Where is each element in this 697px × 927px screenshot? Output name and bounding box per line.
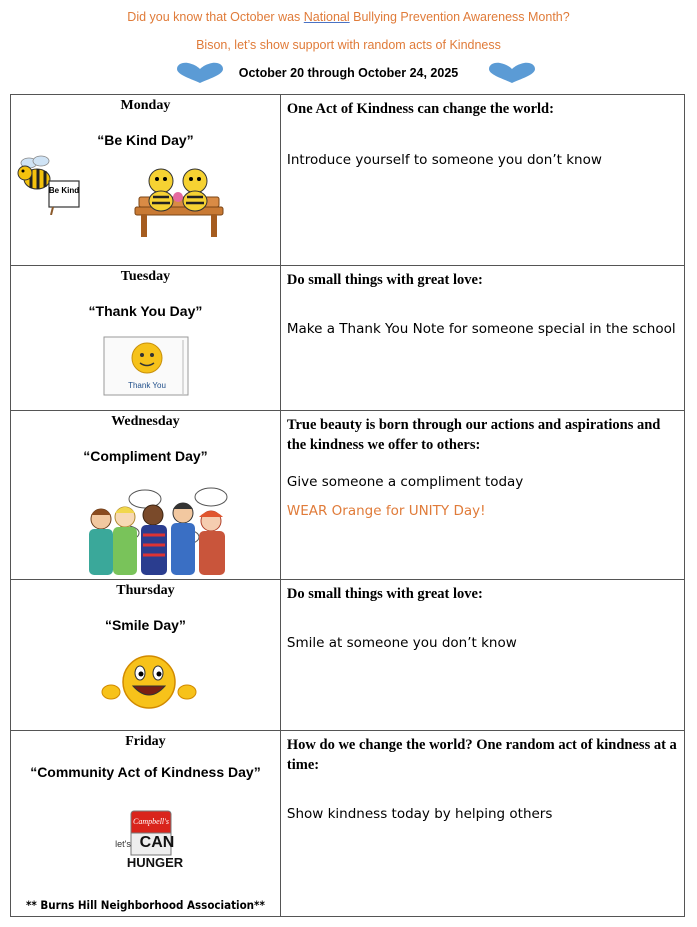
- day-theme: “Smile Day”: [104, 617, 186, 633]
- day-name: Monday: [120, 98, 171, 113]
- activity-cell-thursday: [280, 580, 684, 731]
- day-name: Thursday: [116, 583, 175, 598]
- header-text-b: Bullying Prevention Awareness Month?: [349, 10, 570, 24]
- kindness-week-table: [10, 94, 685, 917]
- smiley-face-icon: [99, 652, 199, 714]
- association-credit: ** Burns Hill Neighborhood Association**: [26, 898, 265, 912]
- activity-cell-tuesday: [280, 266, 684, 411]
- unity-day-note: WEAR Orange for UNITY Day!: [286, 503, 486, 519]
- kindness-quote: True beauty is born through our actions and aspirations and the kindness we offer to others:: [286, 417, 661, 453]
- kindness-quote: How do we change the world? One random act of kindness at a time:: [286, 737, 677, 773]
- kindness-task: Introduce yourself to someone you don’t know: [286, 152, 602, 168]
- hunger-text: HUNGER: [126, 855, 184, 870]
- thank-you-card-icon: [103, 336, 191, 398]
- bees-on-bench-icon: [129, 167, 229, 239]
- day-name: Friday: [125, 734, 166, 749]
- day-name: Tuesday: [120, 269, 171, 284]
- activity-cell-wednesday: [280, 411, 684, 580]
- friends-complimenting-icon: [83, 487, 233, 577]
- header-text-a: Did you know that October was: [127, 10, 304, 24]
- header-link-national[interactable]: National: [303, 10, 350, 24]
- bee-sign-icon: [15, 153, 85, 215]
- day-theme: “Thank You Day”: [88, 303, 203, 319]
- day-cell-thursday: [11, 580, 281, 731]
- day-name: Wednesday: [111, 414, 180, 429]
- kindness-quote: Do small things with great love:: [286, 272, 483, 288]
- day-cell-friday: [11, 731, 281, 917]
- day-cell-wednesday: [11, 411, 281, 580]
- kindness-quote: Do small things with great love:: [286, 586, 483, 602]
- table-row: [11, 411, 685, 580]
- kindness-task: Show kindness today by helping others: [286, 806, 553, 822]
- header-bullying-month: [0, 10, 697, 24]
- day-theme: “Community Act of Kindness Day”: [30, 764, 261, 780]
- kindness-task: Smile at someone you don’t know: [286, 635, 517, 651]
- day-cell-tuesday: [11, 266, 281, 411]
- table-row: [11, 95, 685, 266]
- date-row: [0, 62, 697, 84]
- day-cell-monday: [11, 95, 281, 266]
- table-row: [11, 580, 685, 731]
- lets-text: let's: [115, 839, 131, 849]
- header-bison-kindness: Bison, let’s show support with random acts of Kindness: [196, 38, 501, 52]
- kindness-quote: One Act of Kindness can change the world:: [286, 101, 554, 117]
- activity-cell-friday: [280, 731, 684, 917]
- day-theme: “Be Kind Day”: [97, 132, 194, 148]
- activity-cell-monday: [280, 95, 684, 266]
- table-row: [11, 266, 685, 411]
- card-text: Thank You: [128, 381, 166, 390]
- can-text: CAN: [139, 834, 175, 851]
- heart-icon: [487, 62, 537, 84]
- day-theme: “Compliment Day”: [83, 448, 208, 464]
- kindness-task: Give someone a compliment today: [286, 474, 524, 490]
- date-range: October 20 through October 24, 2025: [238, 66, 459, 80]
- table-row: [11, 731, 685, 917]
- can-brand: Campbell's: [133, 817, 169, 826]
- kindness-task: Make a Thank You Note for someone special in the school: [286, 321, 676, 337]
- lets-can-hunger-icon: [111, 809, 191, 879]
- bee-sign-text: Be Kind: [48, 186, 80, 195]
